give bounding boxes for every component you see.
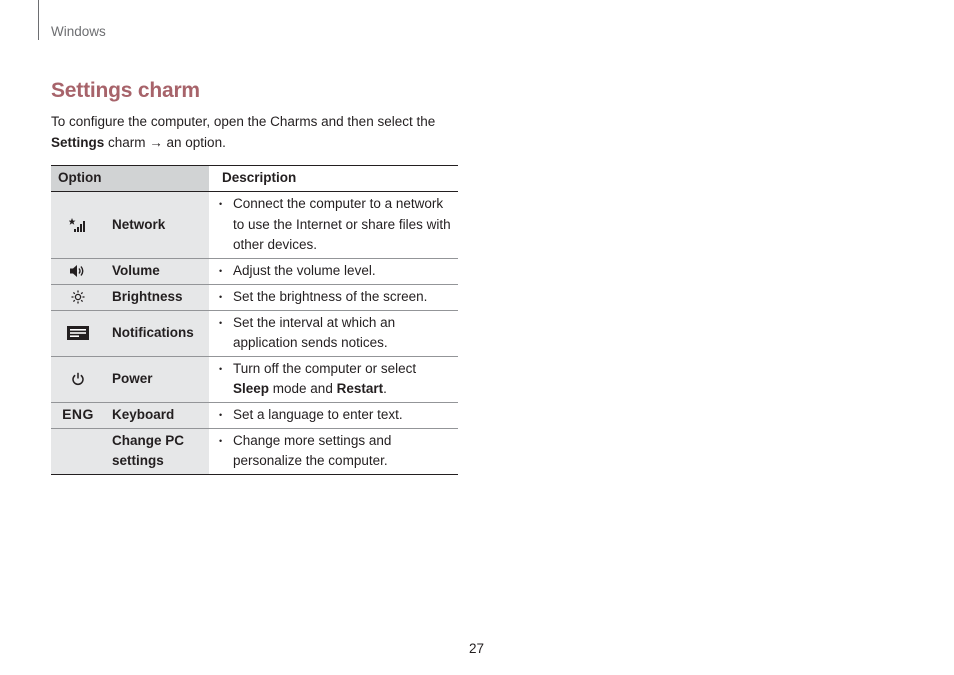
description-text: • Set the interval at which an application sends notices.: [209, 310, 458, 356]
page-number: 27: [469, 641, 485, 656]
power-icon: [51, 356, 105, 402]
table-row: [51, 428, 458, 474]
empty-icon-cell: [51, 428, 105, 474]
table-row: [51, 284, 458, 310]
margin-rule: [38, 0, 39, 40]
intro-paragraph: [51, 112, 461, 153]
option-label: Volume: [105, 258, 209, 284]
option-label: Change PC settings: [105, 428, 209, 474]
sleep-bold: Sleep: [233, 381, 270, 396]
description-text: • Set the brightness of the screen.: [209, 284, 458, 310]
keyboard-language-icon: ENG: [51, 402, 105, 428]
settings-table: [51, 165, 458, 475]
description-column-header: Description: [209, 166, 458, 192]
intro-text: To configure the computer, open the Charms and then select the: [51, 114, 436, 129]
table-row: [51, 310, 458, 356]
network-signal-icon: [51, 192, 105, 259]
option-column-header: Option: [51, 166, 209, 192]
table-row: [51, 192, 458, 259]
page-title: Settings charm: [51, 79, 200, 102]
notifications-icon: [51, 310, 105, 356]
option-label: Keyboard: [105, 402, 209, 428]
table-row: [51, 356, 458, 402]
table-row: [51, 402, 458, 428]
description-text: • Change more settings and personalize the computer.: [209, 428, 458, 474]
description-text: • Adjust the volume level.: [209, 258, 458, 284]
description-text: • Connect the computer to a network to use the Internet or share files with other devices.: [209, 192, 458, 259]
restart-bold: Restart: [336, 381, 384, 396]
option-label: Brightness: [105, 284, 209, 310]
option-label: Notifications: [105, 310, 209, 356]
option-label: Network: [105, 192, 209, 259]
chapter-header: Windows: [51, 24, 106, 39]
table-header-row: [51, 166, 458, 192]
speaker-icon: [51, 258, 105, 284]
intro-settings-bold: Settings: [51, 134, 105, 150]
table-row: [51, 258, 458, 284]
option-label: Power: [105, 356, 209, 402]
description-text: • Set a language to enter text.: [209, 402, 458, 428]
intro-text-rest: charm → an option.: [104, 134, 226, 150]
description-text: • Turn off the computer or select Sleep mode and Restart.: [209, 356, 458, 402]
sun-icon: [51, 284, 105, 310]
